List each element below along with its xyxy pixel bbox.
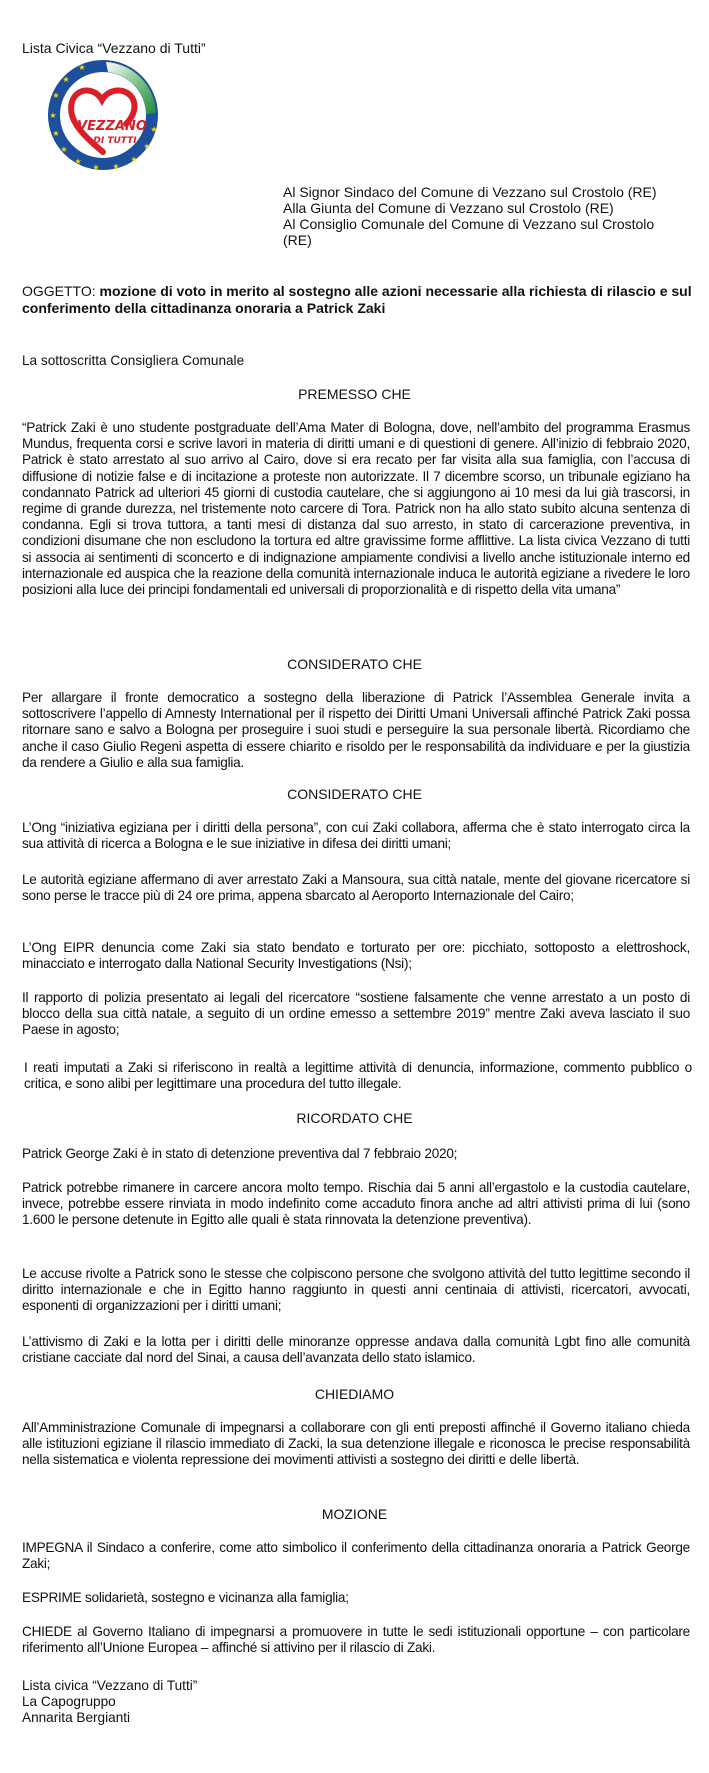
premesso-paragraph: “Patrick Zaki è uno studente postgraduate dell’Ama Mater di Bologna, dove, nell’ambito del programma Erasmus Mundus, frequenta corsi e scrive lavori in materia di diritti umani e di questioni di genere. All’inizio di febbraio 2020, Patrick è stato arrestato al suo arrivo al Cairo, dove si era recato per far visita alla sua famiglia, con l’accusa di diffusione di notizie false e di incitazione a proteste non autorizzate. Il 7 dicembre scorso, un tribunale egiziano ha condannato Patrick ad ulteriori 45 giorni di custodia cautelare, che si aggiungono ai 10 mesi da lui già trascorsi, in regime di grande durezza, nel tristemente noto carcere di Tora. Patrick non ha allo stato subito alcuna sentenza di condanna. Egli si trova tuttora, a tanti mesi di distanza dal suo arresto, in stato di carcerazione preventiva, in condizioni disumane che non escludono la tortura ed altre gravissime forme afflittive. La lista civica Vezzano di tutti si associa ai sentimenti di sconcerto e di indignazione ampiamente condivisi a livello anche istituzionale interno ed internazionale ed auspica che la reazione della comunità internazionale induca le autorità egiziane a rivedere le loro posizioni alla luce dei principi fondamentali ed universali di proporzionalità e di rispetto della vita umana” bbox=[22, 420, 690, 598]
considerato-2-paragraph-3: L’Ong EIPR denuncia come Zaki sia stato bendato e torturato per ore: picchiato, sottoposto a elettroshock, minacciato e interrogato dalla National Security Investigations (Nsi); bbox=[22, 940, 690, 972]
ricordato-paragraph-1: Patrick George Zaki è in stato di detenzione preventiva dal 7 febbraio 2020; bbox=[22, 1146, 458, 1161]
svg-text:★: ★ bbox=[143, 142, 151, 151]
considerato-2-paragraph-5: I reati imputati a Zaki si riferiscono in realtà a legittime attività di denuncia, informazione, commento pubblico o critica, e sono alibi per legittimare una procedura del tutto illegale. bbox=[24, 1060, 692, 1092]
addressee-line: (RE) bbox=[283, 232, 312, 248]
section-heading-premesso: PREMESSO CHE bbox=[298, 386, 411, 402]
closing-organization: Lista civica “Vezzano di Tutti” bbox=[22, 1678, 198, 1693]
section-heading-considerato-1: CONSIDERATO CHE bbox=[287, 656, 422, 672]
signer-intro: La sottoscritta Consigliera Comunale bbox=[22, 353, 245, 368]
svg-text:★: ★ bbox=[62, 75, 70, 84]
addressee-line: Alla Giunta del Comune di Vezzano sul Crostolo (RE) bbox=[283, 200, 614, 216]
svg-text:★: ★ bbox=[74, 157, 82, 166]
mozione-paragraph-impegna: IMPEGNA il Sindaco a conferire, come atto simbolico il conferimento della cittadinanza onoraria a Patrick George Zaki; bbox=[22, 1540, 690, 1572]
chiediamo-paragraph: All’Amministrazione Comunale di impegnarsi a collaborare con gli enti preposti affinché il Governo italiano chieda alle istituzioni egiziane il rilascio immediato di Zacki, la sua detenzione illegale e riconosca le precise responsabilità nella sistematica e violenta repressione dei movimenti attivisti a sostegno dei diritti e delle libertà. bbox=[22, 1420, 690, 1468]
addressees-block bbox=[283, 184, 693, 248]
section-heading-mozione: MOZIONE bbox=[321, 1506, 388, 1522]
mozione-paragraph-esprime: ESPRIME solidarietà, sostegno e vicinanza alla famiglia; bbox=[22, 1590, 349, 1605]
closing-signature bbox=[22, 1678, 197, 1726]
svg-text:★: ★ bbox=[78, 63, 86, 72]
section-heading-considerato-2: CONSIDERATO CHE bbox=[287, 786, 422, 802]
considerato-1-paragraph: Per allargare il fronte democratico a sostegno della liberazione di Patrick l’Assemblea Generale invita a sottoscrivere l’appello di Amnesty International per il rispetto dei Diritti Umani Universali affinché Patrick Zaki possa ritornare sano e salvo a Bologna per proseguire i suoi studi e perseguire la sua personale libertà. Ricordiamo che anche il caso Giulio Regeni aspetta di essere chiarito e risoldo per le responsabilità da individuare e per la giustizia da rendere a Giulio e alla sua famiglia. bbox=[22, 690, 690, 770]
svg-text:DI TUTTI: DI TUTTI bbox=[93, 136, 137, 146]
considerato-2-paragraph-4: Il rapporto di polizia presentato ai legali del ricercatore “sostiene falsamente che venne arrestato a un posto di blocco della sua città natale, a seguito di un ordine emesso a settembre 2019” mentre Zaki aveva lasciato il suo Paese in agosto; bbox=[22, 990, 690, 1038]
mozione-paragraph-chiede: CHIEDE al Governo Italiano di impegnarsi a promuovere in tutte le sedi istituzionali opportune – con particolare riferimento all’Unione Europea – affinché si attivino per il rilascio di Zaki. bbox=[22, 1624, 690, 1656]
ricordato-paragraph-3: Le accuse rivolte a Patrick sono le stesse che colpiscono persone che svolgono attività del tutto legittime secondo il diritto internazionale e che in Egitto hanno raggiunto in questi anni centinaia di attivisti, ricercatori, avvocati, esponenti di organizzazioni per i diritti umani; bbox=[22, 1266, 690, 1314]
subject-label: OGGETTO: bbox=[22, 283, 100, 299]
svg-text:VEZZANO: VEZZANO bbox=[77, 119, 147, 134]
considerato-2-paragraph-1: L’Ong “iniziativa egiziana per i diritti della persona”, con cui Zaki collabora, afferma che è stato interrogato circa la sua attività di ricerca a Bologna e le sue iniziative in difesa dei diritti umani; bbox=[22, 820, 690, 852]
svg-text:★: ★ bbox=[130, 155, 138, 164]
considerato-2-paragraph-2: Le autorità egiziane affermano di aver arrestato Zaki a Mansoura, sua città natale, mente del giovane ricercatore si sono perse le tracce più di 24 ore prima, appena sbarcato al Aeroporto Internazionale del Cairo; bbox=[22, 872, 690, 904]
section-heading-chiediamo: CHIEDIAMO bbox=[314, 1386, 395, 1402]
svg-text:★: ★ bbox=[92, 163, 100, 172]
subject-block bbox=[22, 283, 692, 317]
svg-text:★: ★ bbox=[150, 125, 158, 134]
section-heading-ricordato: RICORDATO CHE bbox=[296, 1110, 413, 1126]
organization-header: Lista Civica “Vezzano di Tutti” bbox=[22, 40, 206, 56]
vezzano-di-tutti-logo bbox=[46, 58, 160, 172]
svg-text:★: ★ bbox=[52, 129, 60, 138]
logo-emblem-icon bbox=[46, 58, 160, 172]
ricordato-paragraph-4: L’attivismo di Zaki e la lotta per i diritti delle minoranze oppresse andava dalla comunità Lgbt fino alle comunità cristiane cacciate dal nord del Sinai, a causa dell’avanzata dello stato islamico. bbox=[22, 1334, 690, 1366]
svg-text:★: ★ bbox=[49, 111, 57, 120]
ricordato-paragraph-2: Patrick potrebbe rimanere in carcere ancora molto tempo. Rischia dai 5 anni all’ergastolo e la custodia cautelare, invece, potrebbe essere rinviata in modo indefinito come accaduto finora anche ad altri attivisti prima di lui (sono 1.600 le persone detenute in Egitto alle quali è stata rinnovata la detenzione preventiva). bbox=[22, 1180, 690, 1228]
svg-text:★: ★ bbox=[112, 162, 120, 171]
closing-role: La Capogruppo bbox=[22, 1694, 116, 1709]
addressee-line: Al Signor Sindaco del Comune di Vezzano sul Crostolo (RE) bbox=[283, 184, 657, 200]
subject-text: mozione di voto in merito al sostegno alle azioni necessarie alla richiesta di rilascio e sul conferimento della cittadinanza onoraria a Patrick Zaki bbox=[22, 283, 692, 316]
addressee-line: Al Consiglio Comunale del Comune di Vezzano sul Crostolo bbox=[283, 216, 655, 232]
svg-text:★: ★ bbox=[52, 91, 60, 100]
svg-text:★: ★ bbox=[60, 145, 68, 154]
closing-name: Annarita Bergianti bbox=[22, 1710, 131, 1725]
